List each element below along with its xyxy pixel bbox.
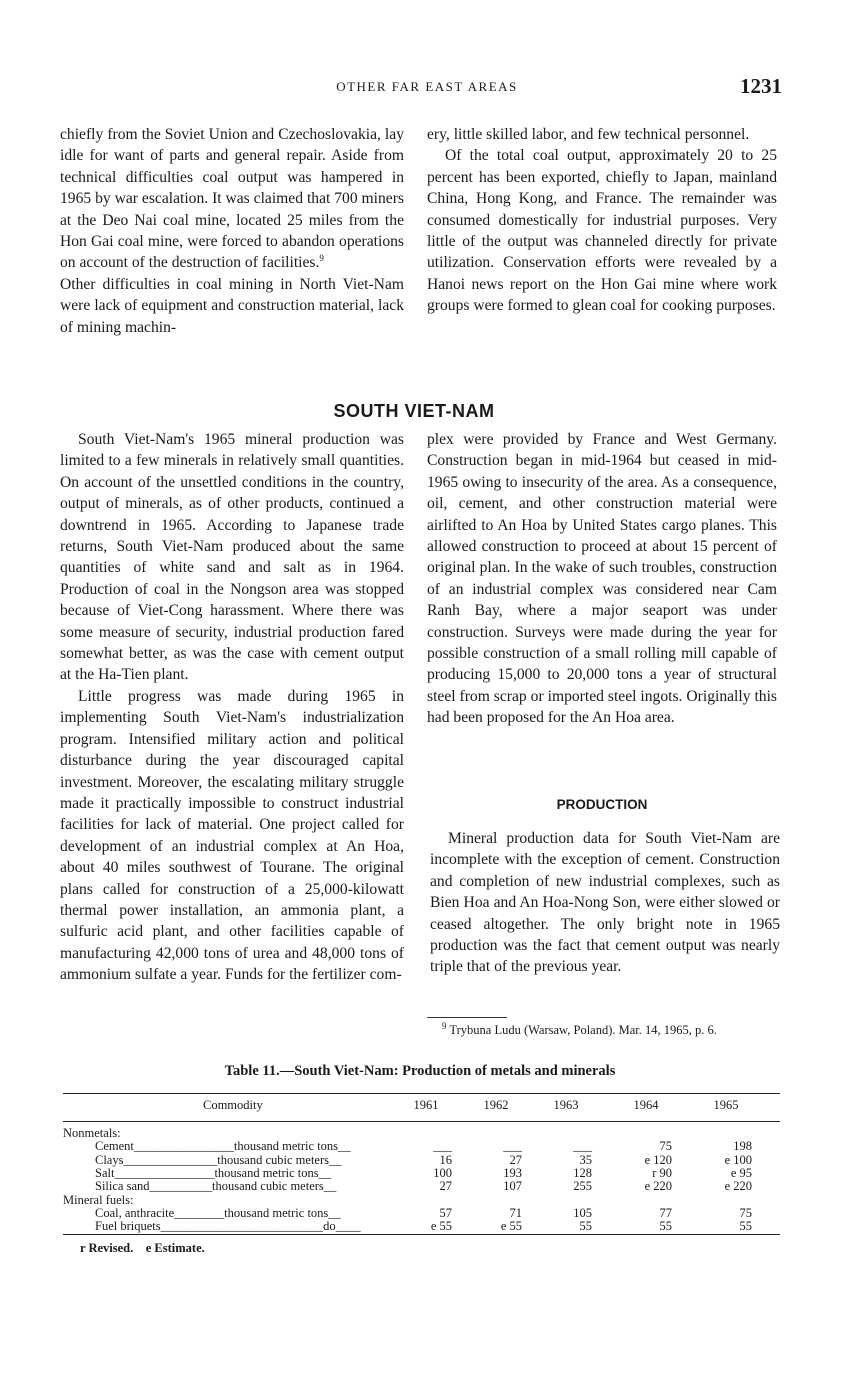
table-cell: 75 <box>739 1205 752 1220</box>
paragraph: ery, little skilled labor, and few technical personnel. <box>427 126 750 143</box>
column-header-year: 1963 <box>553 1098 579 1112</box>
table-cell: 57 <box>439 1205 452 1220</box>
table-row <box>63 1167 780 1180</box>
table-cell: 71 <box>509 1205 522 1220</box>
table-row <box>63 1127 780 1140</box>
table-row <box>63 1180 780 1193</box>
column-2-top <box>427 124 777 317</box>
paragraph: plex were provided by France and West Germany. Construction began in mid-1964 but ceased in mid-1965 owing to insecurity of the area. As a consequence, oil, cement, and other construction material were airlifted to An Hoa by United States cargo planes. This allowed construction to proceed at about 15 percent of original plan. In the wake of such troubles, construction of an industrial complex was considered near Cam Ranh Bay, where a major seaport was under construction. Surveys were made during the year for possible construction of a small rolling mill capable of producing 15,000 to 20,000 tons a year of structural steel from scrap or imported steel ingots. Originally this had been proposed for the An Hoa area. <box>427 431 777 727</box>
table-cell: e 220 <box>724 1179 752 1194</box>
table-cell: e 100 <box>724 1152 752 1167</box>
table-cell: 27 <box>439 1179 452 1194</box>
table-row <box>63 1207 780 1220</box>
column-header-year: 1962 <box>483 1098 509 1112</box>
table-cell: ___ <box>433 1139 452 1154</box>
column-header-year: 1965 <box>713 1098 739 1112</box>
row-label: Salt________________thousand metric tons__ <box>95 1165 332 1180</box>
paragraph: chiefly from the Soviet Union and Czechoslovakia, lay idle for want of parts and general repair. Aside from technical difficulties coal output was hampered in 1965 by war escalation. It was claimed that 700 miners at the Deo Nai coal mine, located 25 miles from the Hon Gai coal mine, were forced to abandon operations on account of the destruction of facilities.$^9$ <box>60 126 404 272</box>
table-cell: r 90 <box>652 1165 672 1180</box>
table-row <box>63 1140 780 1153</box>
column-header-commodity: Commodity <box>203 1098 263 1112</box>
table-top-rule <box>63 1093 780 1094</box>
footnote-divider <box>427 1017 507 1018</box>
table-cell: ___ <box>573 1139 592 1154</box>
table-bottom-rule <box>63 1234 780 1235</box>
row-label: Cement________________thousand metric tons__ <box>95 1139 351 1154</box>
table-cell: e 120 <box>644 1152 672 1167</box>
paragraph: Mineral production data for South Viet-Nam are incomplete with the exception of cement. Construction and completion of new industrial complexes, such as Bien Hoa and An Hoa-Nong Son, were either slowed or ceased altogether. The only bright note in 1965 production was the fact that cement output was nearly triple that of the previous year. <box>430 830 780 976</box>
table-legend: r Revised. e Estimate. <box>80 1241 205 1255</box>
column-1-bottom <box>60 429 404 986</box>
table-cell: 105 <box>573 1205 592 1220</box>
running-title: OTHER FAR EAST AREAS <box>336 79 518 94</box>
row-label: Coal, anthracite________thousand metric tons__ <box>95 1205 341 1220</box>
row-label: Silica sand__________thousand cubic meters__ <box>95 1179 337 1194</box>
table-cell: ___ <box>503 1139 522 1154</box>
paragraph: South Viet-Nam's 1965 mineral production was limited to a few minerals in relatively small quantities. On account of the unsettled conditions in the country, output of minerals, as of other products, continued a downtrend in 1965. According to Japanese trade returns, South Viet-Nam produced about the same quantities of white sand and salt as in 1964. Production of coal in the Nongson area was stopped because of Viet-Cong harassment. Where there was some measure of security, industrial production fared somewhat better, as was the case with cement output at the Ha-Tien plant. <box>60 431 404 684</box>
table-cell: 75 <box>659 1139 672 1154</box>
table-header <box>63 1098 780 1116</box>
subsection-heading: PRODUCTION <box>556 797 648 812</box>
section-heading: SOUTH VIET-NAM <box>333 401 495 421</box>
table-cell: 198 <box>733 1139 752 1154</box>
table-cell: 193 <box>503 1165 522 1180</box>
table-cell: 55 <box>659 1219 672 1234</box>
paragraph: Other difficulties in coal mining in North Viet-Nam were lack of equipment and construction material, lack of mining machin- <box>60 275 404 336</box>
column-header-year: 1961 <box>413 1098 439 1112</box>
page-number: 1231 <box>740 74 782 98</box>
production-paragraph <box>430 828 780 978</box>
table-row <box>63 1194 780 1207</box>
table-cell: 35 <box>579 1152 592 1167</box>
column-header-year: 1964 <box>633 1098 659 1112</box>
table-header-rule <box>63 1121 780 1122</box>
row-label: Fuel briquets__________________________do____ <box>95 1219 361 1234</box>
paragraph: Of the total coal output, approximately 20 to 25 percent has been exported, chiefly to Japan, mainland China, Hong Kong, and France. The remainder was consumed domestically for industrial purposes. Very little of the output was channeled directly for private utilization. Conservation efforts were revealed by a Hanoi news report on the Hon Gai mine where work groups were formed to glean coal for cooking purposes. <box>427 147 777 315</box>
table-cell: 27 <box>509 1152 522 1167</box>
table-cell: e 55 <box>500 1219 522 1234</box>
column-1-top <box>60 124 404 338</box>
table-cell: 100 <box>433 1165 452 1180</box>
footnote-ref: 9 <box>319 253 324 264</box>
row-label: Clays_______________thousand cubic meters__ <box>95 1152 342 1167</box>
table-cell: e 55 <box>430 1219 452 1234</box>
table-cell: 128 <box>573 1165 592 1180</box>
paragraph: Little progress was made during 1965 in implementing South Viet-Nam's industrialization program. Intensified military action and political disturbance during the year discouraged capital investment. Moreover, the escalating military struggle made it practically impossible to construct industrial facilities for lack of material. One project called for development of an industrial complex at An Hoa, about 40 miles southwest of Tourane. The original plans called for construction of a 25,000-kilowatt thermal power installation, an ammonia plant, a sulfuric acid plant, and other facilities capable of manufacturing 42,000 tons of urea and 48,000 tons of ammonium sulfate a year. Funds for the fertilizer com- <box>60 687 404 984</box>
row-label: Nonmetals: <box>63 1126 121 1140</box>
table-cell: 255 <box>573 1179 592 1194</box>
table-cell: 77 <box>659 1205 672 1220</box>
table-cell: 55 <box>739 1219 752 1234</box>
table-cell: 55 <box>579 1219 592 1234</box>
table-cell: 16 <box>439 1152 452 1167</box>
table-cell: 107 <box>503 1179 522 1194</box>
table-row <box>63 1220 780 1233</box>
table-cell: e 95 <box>730 1165 752 1180</box>
table-row <box>63 1154 780 1167</box>
table-title: Table 11.—South Viet-Nam: Production of metals and minerals <box>224 1063 616 1079</box>
row-label: Mineral fuels: <box>63 1192 134 1207</box>
table-cell: e 220 <box>644 1179 672 1194</box>
column-2-bottom <box>427 429 777 729</box>
footnote: $^9$ Trybuna Ludu (Warsaw, Poland). Mar. 14, 1965, p. 6. <box>442 1020 717 1037</box>
